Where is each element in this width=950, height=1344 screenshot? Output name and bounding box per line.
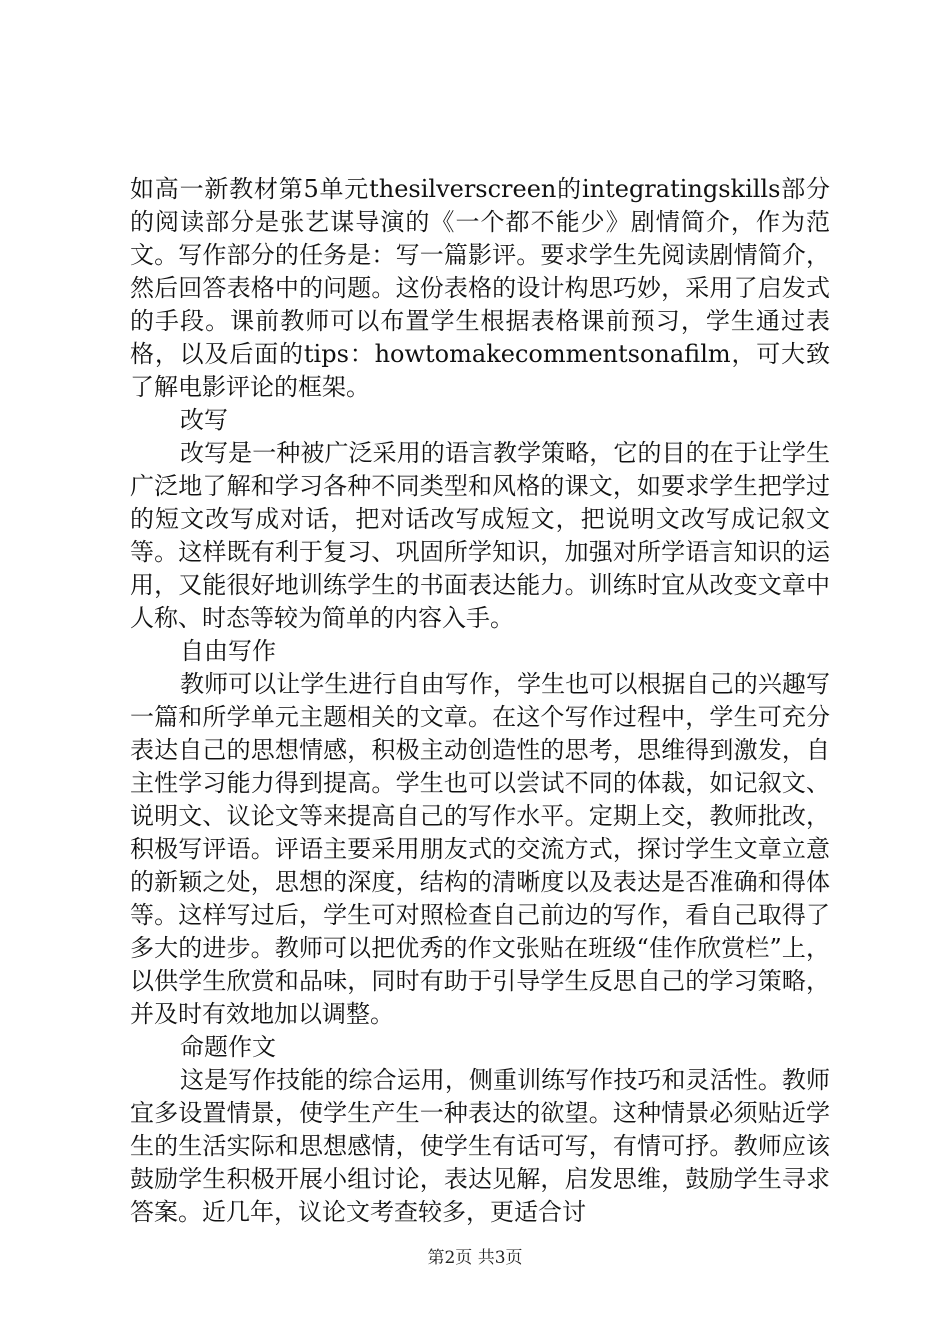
rewriting-paragraph: 改写是一种被广泛采用的语言教学策略，它的目的在于让学生广泛地了解和学习各种不同类型和风格的课文，如要求学生把学过的短文改写成对话，把对话改写成短文，把说明文改写成记叙文等。这样既有利于复习、巩固所学知识，加强对所学语言知识的运用，又能很好地训练学生的书面表达能力。训练时宜从改变文章中人称、时态等较为简单的内容入手。 (130, 439, 830, 632)
document-body (130, 173, 830, 1229)
topic-writing-paragraph: 这是写作技能的综合运用，侧重训练写作技巧和灵活性。教师宜多设置情景，使学生产生一种表达的欲望。这种情景必须贴近学生的生活实际和思想感情，使学生有话可写，有情可抒。教师应该鼓励学生积极开展小组讨论，表达见解，启发思维，鼓励学生寻求答案。近几年，议论文考查较多，更适合讨 (130, 1066, 830, 1226)
free-writing-paragraph: 教师可以让学生进行自由写作，学生也可以根据自己的兴趣写一篇和所学单元主题相关的文章。在这个写作过程中，学生可充分表达自己的思想情感，积极主动创造性的思考，思维得到激发，自主性学习能力得到提高。学生也可以尝试不同的体裁，如记叙文、说明文、议论文等来提高自己的写作水平。定期上交，教师批改，积极写评语。评语主要采用朋友式的交流方式，探讨学生文章立意的新颖之处，思想的深度，结构的清晰度以及表达是否准确和得体等。这样写过后，学生可对照检查自己前边的写作，看自己取得了多大的进步。教师可以把优秀的作文张贴在班级“佳作欣赏栏”上，以供学生欣赏和品味，同时有助于引导学生反思自己的学习策略，并及时有效地加以调整。 (130, 670, 830, 1028)
section-heading-topic-writing: 命题作文 (180, 1033, 276, 1061)
page-footer: 第2页 共3页 (427, 1248, 523, 1268)
section-heading-free-writing: 自由写作 (180, 637, 276, 665)
intro-paragraph: 如高一新教材第5单元thesilverscreen的integratingskills部分的阅读部分是张艺谋导演的《一个都不能少》剧情简介，作为范文。写作部分的任务是：写一篇影评。要求学生先阅读剧情简介，然后回答表格中的问题。这份表格的设计构思巧妙，采用了启发式的手段。课前教师可以布置学生根据表格课前预习，学生通过表格，以及后面的tips：howtomakecommentsonafilm，可大致了解电影评论的框架。 (130, 175, 830, 401)
section-heading-rewriting: 改写 (180, 406, 228, 434)
